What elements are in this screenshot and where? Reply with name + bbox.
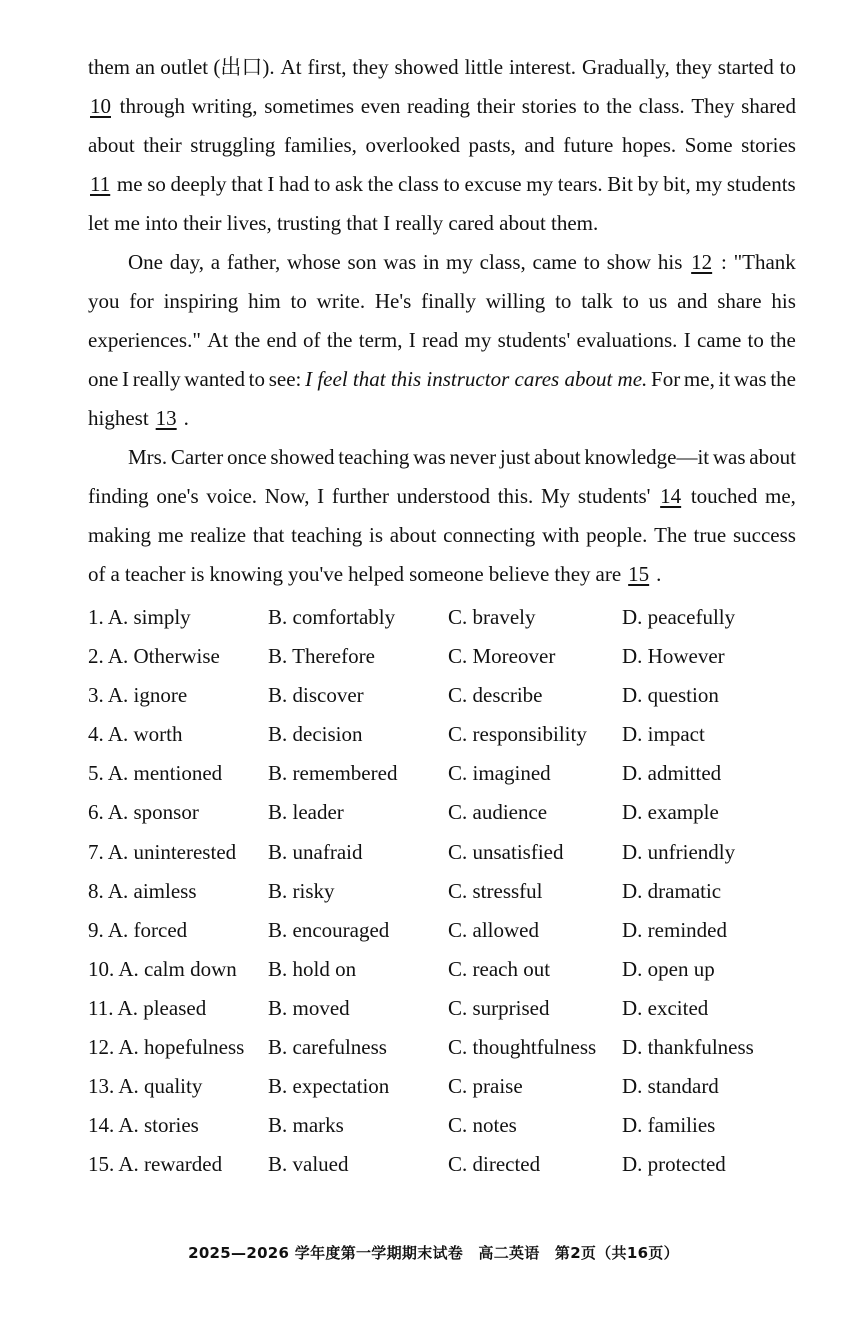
passage-word: let me into their lives, trusting that I really cared about them.: [88, 211, 599, 235]
question-row: [88, 950, 788, 989]
question-row: [88, 1028, 788, 1067]
passage-word: excuse: [464, 172, 522, 196]
passage-line: [88, 399, 796, 438]
option-c: C. allowed: [448, 917, 539, 942]
passage-word: me: [157, 523, 184, 547]
passage-word: about: [88, 133, 135, 157]
answer-blank: 12: [691, 250, 713, 274]
option-d: D. open up: [622, 956, 715, 981]
question-row: [88, 872, 788, 911]
passage-word: about: [749, 445, 796, 469]
cloze-passage: [88, 48, 796, 594]
option-a: 9. A. forced: [88, 917, 188, 942]
passage-word: willing: [485, 289, 546, 313]
passage-line: [88, 438, 796, 477]
passage-word: so: [147, 172, 166, 196]
passage-word: see:: [268, 367, 302, 391]
passage-word: a: [110, 562, 120, 586]
passage-line: [88, 555, 796, 594]
passage-word: struggling: [190, 133, 276, 157]
option-c: C. thoughtfulness: [448, 1035, 597, 1060]
passage-line: [88, 282, 796, 321]
passage-word: the: [234, 328, 261, 352]
passage-word: that: [231, 172, 263, 196]
option-a: 1. A. simply: [88, 605, 191, 629]
passage-word: shared: [741, 94, 796, 118]
question-row: [88, 715, 788, 754]
passage-word: write.: [316, 289, 366, 313]
option-b: B. decision: [268, 722, 363, 747]
passage-word: talk: [581, 289, 613, 313]
passage-word: At: [280, 55, 302, 79]
passage-word: The: [654, 523, 687, 547]
answer-blank: 15: [628, 562, 650, 586]
passage-word: inspiring: [163, 289, 239, 313]
option-d: D. dramatic: [622, 878, 722, 903]
passage-word: their: [143, 133, 182, 157]
passage-line: [88, 48, 796, 87]
passage-word: One: [128, 250, 163, 274]
option-c: C. directed: [448, 1152, 541, 1177]
option-c: C. stressful: [448, 878, 543, 903]
passage-word: evaluations.: [576, 328, 678, 352]
passage-word: to: [313, 172, 331, 196]
option-b: B. discover: [268, 683, 364, 708]
option-a: 11. A. pleased: [88, 995, 207, 1020]
passage-word: they: [675, 55, 712, 79]
passage-word: understood: [396, 484, 490, 508]
passage-word: I: [122, 367, 130, 391]
passage-word: by: [637, 172, 659, 196]
passage-line: [88, 204, 796, 243]
option-c: C. imagined: [448, 761, 551, 786]
passage-word: started: [717, 55, 774, 79]
option-a: 12. A. hopefulness: [88, 1035, 245, 1060]
passage-line: [88, 243, 796, 282]
passage-word: to: [622, 289, 639, 313]
passage-word: interest.: [508, 55, 577, 79]
passage-word: my: [526, 172, 554, 196]
answer-blank: 11: [90, 172, 111, 196]
passage-word: is: [190, 562, 205, 586]
passage-word: the: [367, 172, 394, 196]
passage-word: experiences.": [88, 328, 201, 352]
passage-word: Gradually,: [581, 55, 670, 79]
passage-word: class.: [638, 94, 685, 118]
passage-word: .: [183, 406, 189, 430]
option-a: 2. A. Otherwise: [88, 644, 220, 669]
passage-word: Bit: [607, 172, 633, 196]
passage-word: it: [718, 367, 731, 391]
passage-word: helped: [348, 562, 405, 586]
passage-word: knowledge—it: [584, 445, 710, 469]
passage-word: with: [542, 523, 580, 547]
passage-word: was: [413, 445, 446, 469]
passage-word: voice.: [206, 484, 258, 508]
option-c: C. reach out: [448, 956, 551, 981]
passage-line: [88, 87, 796, 126]
passage-word: us: [648, 289, 668, 313]
passage-word: about: [389, 523, 437, 547]
passage-word: I: [267, 172, 275, 196]
passage-word: I: [683, 328, 691, 352]
passage-word: realize: [190, 523, 247, 547]
passage-word: wanted: [184, 367, 245, 391]
passage-word: and: [524, 133, 555, 157]
passage-word: teaching: [338, 445, 410, 469]
option-d: D. example: [622, 800, 719, 825]
option-a: 14. A. stories: [88, 1113, 199, 1138]
passage-word: Carter: [170, 445, 224, 469]
passage-line: [88, 477, 796, 516]
answer-blank: 14: [660, 484, 682, 508]
option-b: B. valued: [268, 1152, 349, 1177]
passage-word: tears.: [557, 172, 603, 196]
passage-word: to: [443, 172, 460, 196]
option-d: D. However: [622, 644, 725, 669]
passage-word: my: [695, 172, 723, 196]
answer-blank: 13: [155, 406, 177, 430]
passage-word: them an outlet (出口).: [88, 55, 275, 79]
passage-word: Some: [684, 133, 733, 157]
passage-line: [88, 126, 796, 165]
option-d: D. unfriendly: [622, 839, 736, 864]
passage-word: Mrs.: [128, 445, 168, 469]
option-c: C. surprised: [448, 995, 550, 1020]
passage-word: was: [733, 367, 767, 391]
passage-word: was: [712, 445, 746, 469]
passage-word: this.: [497, 484, 534, 508]
passage-word: hopes.: [621, 133, 677, 157]
option-c: C. unsatisfied: [448, 839, 564, 864]
passage-word: had: [279, 172, 310, 196]
question-row: [88, 637, 788, 676]
passage-word: little: [464, 55, 504, 79]
passage-word: students': [497, 328, 571, 352]
option-b: B. Therefore: [268, 644, 375, 669]
passage-word: overlooked: [365, 133, 460, 157]
option-a: 7. A. uninterested: [88, 839, 237, 864]
option-d: D. excited: [622, 995, 709, 1020]
passage-word: read: [422, 328, 459, 352]
option-d: D. impact: [622, 722, 705, 747]
option-d: D. thankfulness: [622, 1035, 754, 1060]
option-b: B. hold on: [268, 956, 357, 981]
option-a: 4. A. worth: [88, 722, 183, 747]
passage-line: [88, 360, 796, 399]
option-d: D. peacefully: [622, 605, 736, 629]
passage-word: families,: [284, 133, 357, 157]
passage-word: true: [693, 523, 727, 547]
option-b: B. expectation: [268, 1074, 390, 1099]
answer-options: [88, 598, 788, 1184]
passage-word: whose: [287, 250, 341, 274]
passage-word: highest: [88, 406, 149, 430]
question-row: [88, 1067, 788, 1106]
passage-word: "Thank: [733, 250, 796, 274]
passage-word: finally: [421, 289, 476, 313]
passage-word: me,: [765, 484, 796, 508]
passage-word: future: [563, 133, 614, 157]
option-c: C. bravely: [448, 605, 536, 629]
passage-word: they: [554, 562, 591, 586]
passage-word: class,: [479, 250, 526, 274]
passage-word: share: [717, 289, 762, 313]
passage-word: my: [446, 250, 473, 274]
passage-word: for: [129, 289, 154, 313]
passage-word: I: [408, 328, 416, 352]
passage-word: that: [252, 523, 285, 547]
option-b: B. moved: [268, 995, 350, 1020]
passage-word: I: [317, 484, 325, 508]
passage-word: son: [347, 250, 377, 274]
passage-word: finding: [88, 484, 149, 508]
question-row: [88, 833, 788, 872]
passage-word: the: [326, 328, 353, 352]
passage-word: his: [657, 250, 683, 274]
passage-word: class: [397, 172, 439, 196]
option-d: D. reminded: [622, 917, 727, 942]
passage-word: once: [227, 445, 267, 469]
option-a: 5. A. mentioned: [88, 761, 223, 786]
passage-word: term,: [358, 328, 403, 352]
passage-word: came: [696, 328, 742, 352]
passage-word: showed: [394, 55, 459, 79]
question-row: [88, 1106, 788, 1145]
passage-word: just: [499, 445, 531, 469]
passage-word: father,: [226, 250, 281, 274]
passage-word: you've: [287, 562, 344, 586]
passage-word: someone: [409, 562, 484, 586]
passage-word: touched: [690, 484, 758, 508]
option-c: C. praise: [448, 1074, 523, 1099]
option-d: D. protected: [622, 1152, 726, 1177]
passage-word: show: [606, 250, 652, 274]
passage-word: students': [577, 484, 651, 508]
passage-word: really: [132, 367, 181, 391]
question-row: [88, 1145, 788, 1184]
option-c: C. describe: [448, 683, 543, 708]
passage-word: to: [555, 289, 572, 313]
passage-word: to: [583, 250, 600, 274]
passage-word: me: [116, 172, 143, 196]
passage-word: about: [533, 445, 581, 469]
question-row: [88, 793, 788, 832]
passage-word: success: [732, 523, 796, 547]
passage-word: one: [88, 367, 119, 391]
option-a: 10. A. calm down: [88, 956, 237, 981]
passage-word: the: [606, 94, 632, 118]
option-c: C. responsibility: [448, 722, 587, 747]
passage-word: :: [720, 250, 727, 274]
passage-word: to: [779, 55, 796, 79]
question-row: [88, 676, 788, 715]
passage-word: their: [476, 94, 516, 118]
option-c: C. Moreover: [448, 644, 556, 669]
passage-word: At: [207, 328, 229, 352]
passage-word: knowing: [209, 562, 283, 586]
question-row: [88, 598, 788, 637]
passage-word: to: [248, 367, 266, 391]
passage-word: even: [360, 94, 401, 118]
passage-word: .: [656, 562, 662, 586]
passage-word: sometimes: [264, 94, 355, 118]
passage-word: they: [352, 55, 389, 79]
option-c: C. audience: [448, 800, 548, 825]
passage-word: you: [88, 289, 120, 313]
passage-line: [88, 321, 796, 360]
option-b: B. remembered: [268, 761, 398, 786]
question-row: [88, 754, 788, 793]
passage-word: showed: [270, 445, 335, 469]
option-a: 8. A. aimless: [88, 878, 197, 903]
question-row: [88, 989, 788, 1028]
option-b: B. carefulness: [268, 1035, 387, 1060]
passage-word: stories: [521, 94, 577, 118]
passage-word: They: [691, 94, 735, 118]
option-a: 13. A. quality: [88, 1074, 203, 1099]
passage-word: further: [331, 484, 389, 508]
passage-word: came: [532, 250, 577, 274]
passage-word: pasts,: [468, 133, 516, 157]
passage-word: to: [747, 328, 764, 352]
passage-word: his: [771, 289, 796, 313]
passage-word: is: [369, 523, 384, 547]
passage-word: first,: [307, 55, 347, 79]
passage-word: the: [770, 367, 796, 391]
passage-line: [88, 516, 796, 555]
passage-word: are: [595, 562, 622, 586]
passage-word: teaching: [291, 523, 363, 547]
passage-word: him: [248, 289, 281, 313]
option-d: D. question: [622, 683, 719, 708]
option-b: B. risky: [268, 878, 335, 903]
passage-word: I feel that this instructor cares about me.: [305, 367, 648, 391]
page-footer: 2025—2026 学年度第一学期期末试卷 高二英语 第2页（共16页）: [188, 1244, 679, 1262]
passage-word: me,: [683, 367, 715, 391]
option-b: B. marks: [268, 1113, 344, 1138]
passage-word: Now,: [264, 484, 310, 508]
passage-word: writing,: [191, 94, 258, 118]
passage-word: My: [540, 484, 571, 508]
passage-word: day,: [169, 250, 204, 274]
option-a: 3. A. ignore: [88, 683, 188, 708]
passage-word: connecting: [443, 523, 536, 547]
passage-word: one's: [156, 484, 199, 508]
answer-blank: 10: [90, 94, 111, 118]
question-row: [88, 911, 788, 950]
passage-word: of: [88, 562, 106, 586]
option-b: B. encouraged: [268, 917, 390, 942]
passage-word: to: [290, 289, 307, 313]
passage-word: of: [303, 328, 321, 352]
passage-word: the: [770, 328, 796, 352]
passage-word: believe: [488, 562, 550, 586]
option-b: B. unafraid: [268, 839, 363, 864]
passage-word: to: [583, 94, 600, 118]
passage-word: teacher: [124, 562, 186, 586]
option-a: 6. A. sponsor: [88, 800, 199, 825]
passage-word: in: [422, 250, 440, 274]
passage-word: never: [449, 445, 497, 469]
passage-word: For: [651, 367, 681, 391]
option-d: D. standard: [622, 1074, 719, 1099]
option-b: B. comfortably: [268, 605, 396, 629]
passage-word: students: [726, 172, 796, 196]
option-a: 15. A. rewarded: [88, 1152, 223, 1177]
passage-word: was: [383, 250, 417, 274]
passage-word: making: [88, 523, 151, 547]
option-d: D. admitted: [622, 761, 722, 786]
passage-word: my: [464, 328, 492, 352]
passage-word: ask: [334, 172, 363, 196]
passage-word: He's: [374, 289, 412, 313]
passage-word: reading: [407, 94, 470, 118]
passage-word: bit,: [663, 172, 691, 196]
option-b: B. leader: [268, 800, 344, 825]
passage-word: end: [266, 328, 297, 352]
passage-word: and: [677, 289, 708, 313]
passage-word: stories: [741, 133, 796, 157]
passage-word: through: [119, 94, 185, 118]
passage-word: a: [210, 250, 221, 274]
passage-word: people.: [586, 523, 648, 547]
passage-word: deeply: [170, 172, 227, 196]
option-d: D. families: [622, 1113, 716, 1138]
passage-line: [88, 165, 796, 204]
option-c: C. notes: [448, 1113, 517, 1138]
